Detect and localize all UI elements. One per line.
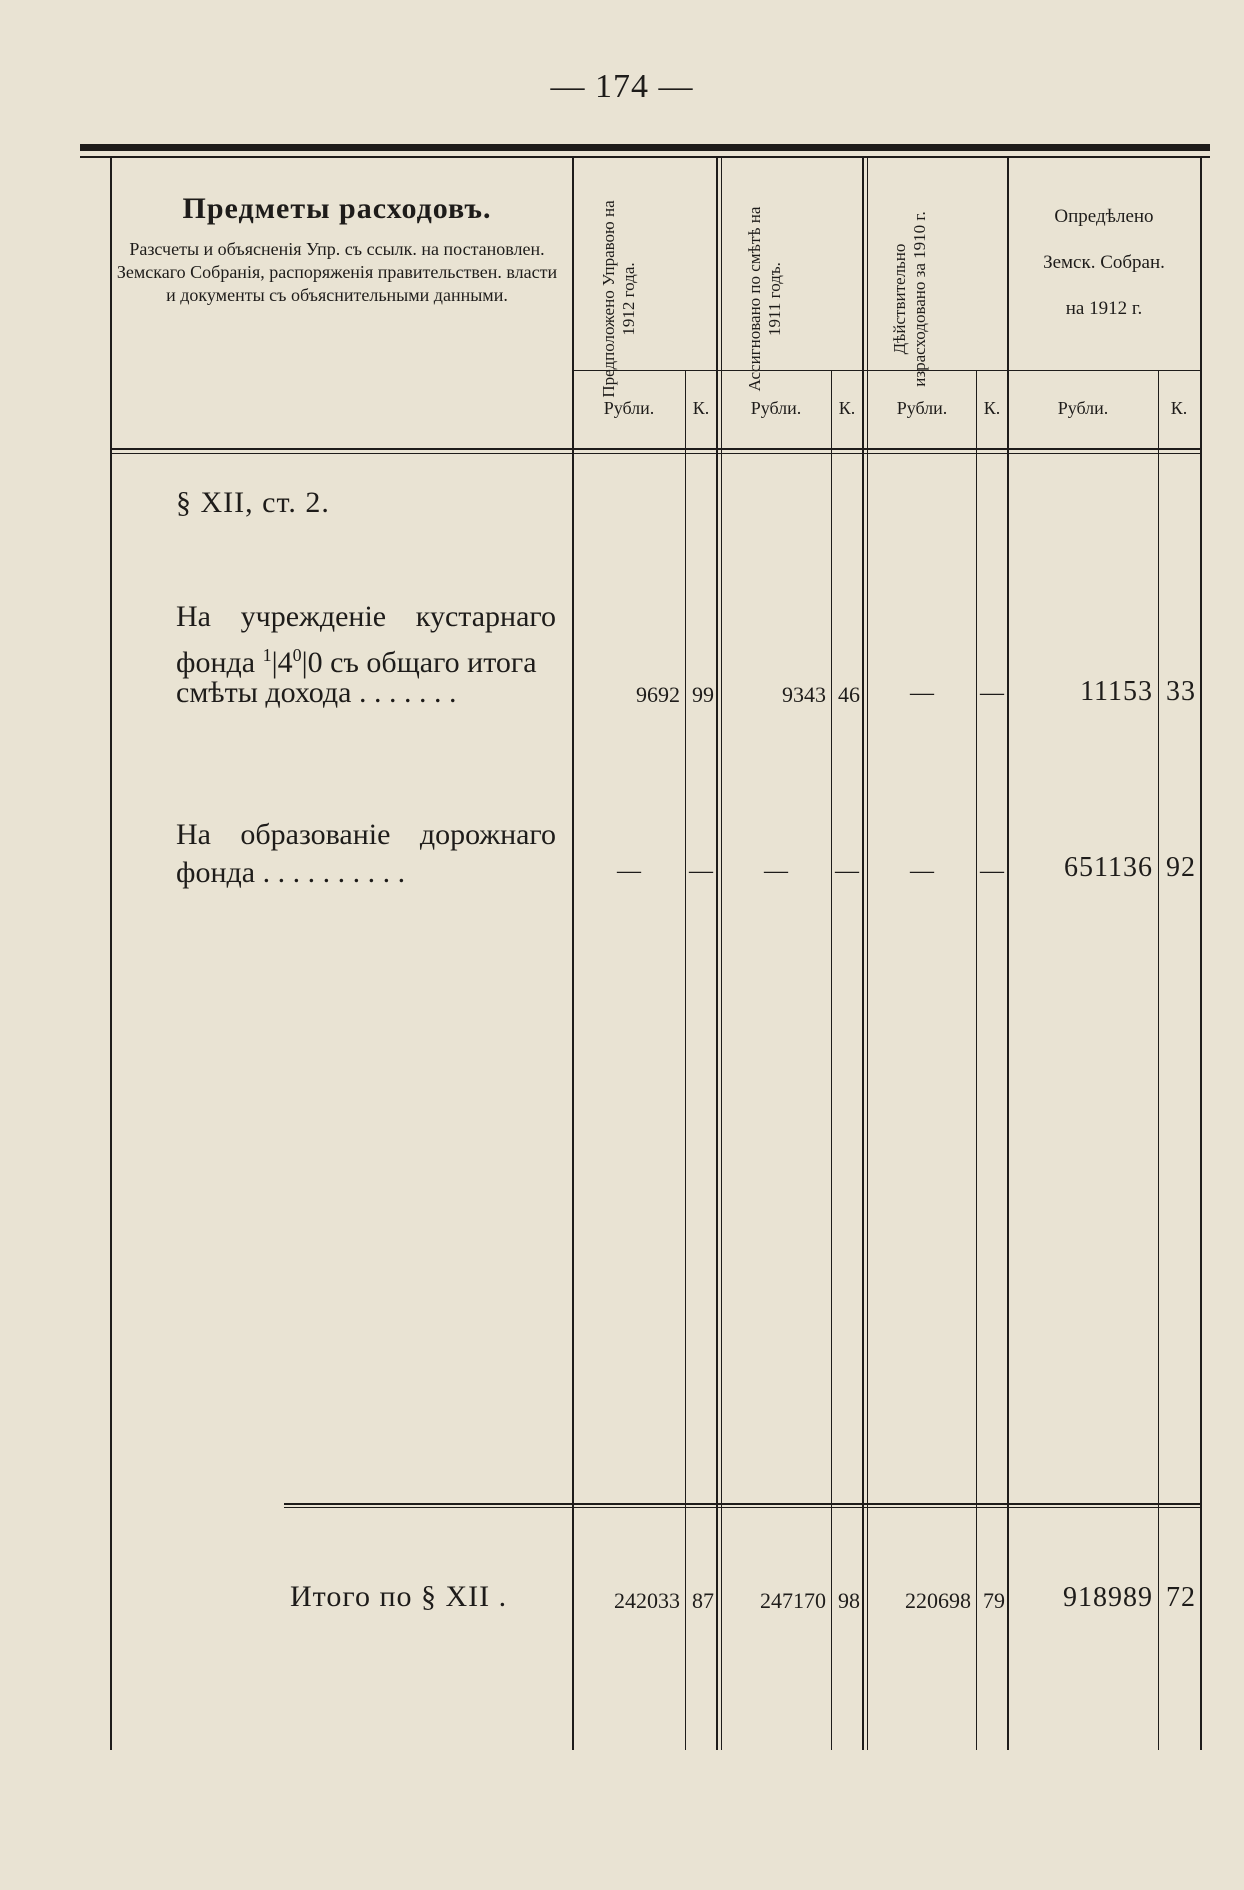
col-header-determined-line3: на 1912 г.	[1065, 298, 1143, 319]
row2-line1: На образованіе дорожнаго	[176, 818, 556, 851]
unit-assigned-rubles: Рубли.	[750, 398, 802, 418]
unit-spent-kop: К.	[983, 398, 1001, 418]
table-right-border	[1200, 158, 1202, 1750]
unit-proposed-kop: К.	[692, 398, 710, 418]
col-divider-determined-kop	[1158, 370, 1159, 1750]
header-bottom-rule	[112, 448, 1200, 450]
row2-spent-rub: —	[910, 858, 934, 884]
row2-determined-kop: 92	[1166, 852, 1196, 883]
total-spent-rub: 220698	[905, 1588, 971, 1613]
section-title: § XII, ст. 2.	[176, 486, 330, 519]
row2-assigned-rub: —	[764, 858, 788, 884]
col-header-assigned: Ассигновано по смѣтѣ на 1911 годъ.	[745, 206, 784, 392]
row1-determined-kop: 33	[1166, 676, 1196, 707]
top-rule-thick	[80, 144, 1210, 151]
row1-determined-rub: 11153	[1080, 676, 1153, 707]
col-divider-spent	[1007, 158, 1009, 1750]
row1-line3: смѣты дохода . . . . . . .	[176, 676, 457, 709]
row1-spent-rub: —	[910, 680, 934, 706]
unit-spent-rubles: Рубли.	[896, 398, 948, 418]
total-rule	[284, 1503, 1200, 1505]
total-assigned-rub: 247170	[760, 1588, 826, 1613]
row2-proposed-kop: —	[689, 858, 713, 884]
row1-assigned-kop: 46	[838, 682, 860, 707]
total-proposed-kop: 87	[692, 1588, 714, 1613]
row2-proposed-rub: —	[617, 858, 641, 884]
col-header-spent: Дѣйствительно израсходовано за 1910 г.	[890, 211, 929, 387]
row1-line2-sup2: 0	[292, 645, 302, 665]
total-proposed-rub: 242033	[614, 1588, 680, 1613]
unit-determined-rubles: Рубли.	[1057, 398, 1109, 418]
col-header-determined-line1: Опредѣлено	[1054, 206, 1154, 227]
col-divider-desc	[572, 158, 574, 1750]
row1-proposed-rub: 9692	[636, 682, 680, 707]
col-divider-spent-kop	[976, 370, 977, 1750]
total-assigned-kop: 98	[838, 1588, 860, 1613]
row1-spent-kop: —	[980, 680, 1004, 706]
top-rule-thin	[80, 156, 1210, 158]
unit-assigned-kop: К.	[838, 398, 856, 418]
col-divider-proposed	[716, 158, 718, 1750]
header-title: Предметы расходовъ.	[182, 192, 492, 225]
col-divider-assigned	[862, 158, 864, 1750]
unit-proposed-rubles: Рубли.	[603, 398, 655, 418]
header-bottom-rule-2	[112, 453, 1200, 454]
row1-line2-sup: 1	[262, 645, 272, 665]
total-determined-kop: 72	[1166, 1582, 1196, 1613]
col-divider-proposed-b	[721, 158, 722, 1750]
row1-assigned-rub: 9343	[782, 682, 826, 707]
total-rule-2	[284, 1507, 1200, 1508]
row2-determined-rub: 651136	[1064, 852, 1153, 883]
row1-proposed-kop: 99	[692, 682, 714, 707]
col-divider-proposed-kop	[685, 370, 686, 1750]
total-spent-kop: 79	[983, 1588, 1005, 1613]
col-header-proposed: Предположено Управою на 1912 года.	[599, 200, 638, 398]
col-divider-assigned-kop	[831, 370, 832, 1750]
row2-line2: фонда . . . . . . . . . .	[176, 856, 406, 889]
table-left-border	[110, 158, 112, 1750]
row1-line1: На учрежденіе кустарнаго	[176, 600, 556, 633]
row2-spent-kop: —	[980, 858, 1004, 884]
header-subtitle: Разсчеты и объясненія Упр. съ ссылк. на постановлен. Земскаго Собранія, распоряженія правительствен. власти и документы съ объяснительными данными.	[116, 239, 558, 305]
total-label: Итого по § XII .	[290, 1580, 508, 1613]
col-divider-assigned-b	[867, 158, 868, 1750]
row1-line2-b: |4	[271, 646, 293, 679]
col-header-determined-line2: Земск. Собран.	[1043, 252, 1165, 273]
page-number: — 174 —	[550, 68, 694, 105]
unit-determined-kop: К.	[1170, 398, 1188, 418]
row2-assigned-kop: —	[835, 858, 859, 884]
total-determined-rub: 918989	[1063, 1582, 1153, 1613]
row1-line2-a: фонда	[176, 646, 263, 679]
row1-line2-c: |0 съ общаго итога	[301, 646, 537, 679]
